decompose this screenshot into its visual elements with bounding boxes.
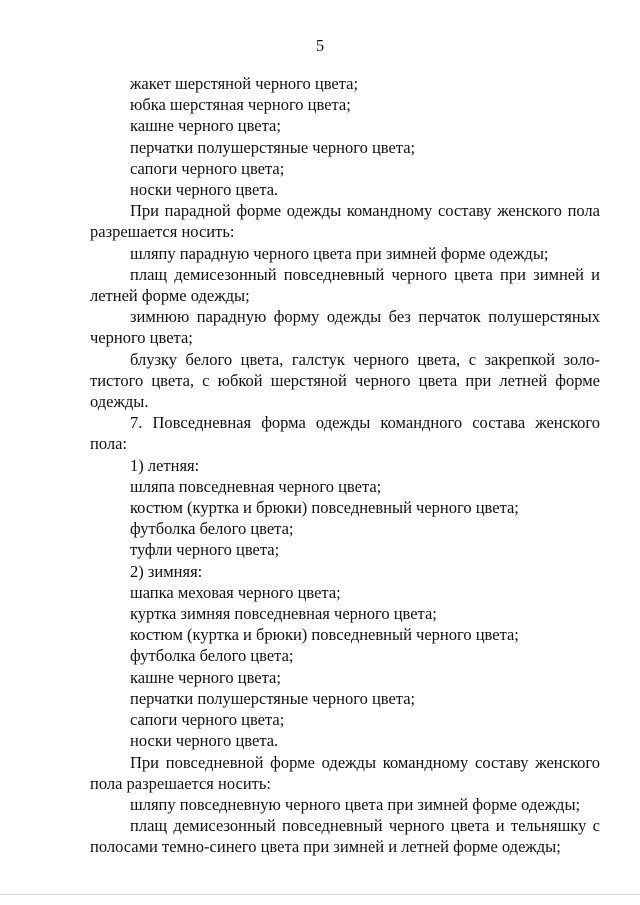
page-number: 5 bbox=[315, 36, 325, 55]
list-item: шапка меховая черного цвета; bbox=[130, 582, 341, 602]
list-item: юбка шерстяная черного цвета; bbox=[130, 95, 351, 115]
list-item: куртка зимняя повседневная черного цвета; bbox=[130, 604, 437, 624]
list-item: кашне черного цвета; bbox=[130, 667, 281, 687]
paragraph: При повседневной форме одежды командному составу женского пола разрешается носить: bbox=[90, 752, 600, 793]
paragraph: При парадной форме одежды командному составу женского пола разрешается носить: bbox=[90, 201, 600, 242]
list-item: сапоги черного цвета; bbox=[130, 710, 285, 730]
list-item: костюм (куртка и брюки) повседневный черного цвета; bbox=[130, 625, 519, 645]
list-item: шляпу повседневную черного цвета при зимней форме одежды; bbox=[130, 794, 581, 814]
list-item: жакет шерстяной черного цвета; bbox=[130, 74, 359, 93]
paragraph: блузку белого цвета, галстук черного цвета, с закрепкой золотистого цвета, с юбкой шерстяной черного цвета при летней форме одежды. bbox=[90, 349, 600, 412]
section-heading-paragraph: 7. Повседневная форма одежды командного состава женского пола: bbox=[90, 413, 600, 454]
document-body bbox=[90, 73, 600, 858]
list-item: носки черного цвета. bbox=[130, 731, 279, 751]
list-item: кашне черного цвета; bbox=[130, 116, 281, 136]
list-item: перчатки полушерстяные черного цвета; bbox=[130, 688, 416, 708]
list-item: костюм (куртка и брюки) повседневный черного цвета; bbox=[130, 498, 519, 518]
paragraph: плащ демисезонный повседневный черного цвета и тельняшку с полосами темно-синего цвета при зимней и летней форме одежды; bbox=[90, 816, 600, 857]
scan-edge-line bbox=[0, 894, 640, 895]
subsection-label: 1) летняя: bbox=[130, 455, 200, 475]
list-item: шляпа повседневная черного цвета; bbox=[130, 476, 382, 496]
list-item: туфли черного цвета; bbox=[130, 540, 280, 560]
paragraph: зимнюю парадную форму одежды без перчаток полушерстяных черного цвета; bbox=[90, 307, 600, 348]
paragraph: плащ демисезонный повседневный черного цвета при зимней и летней форме одежды; bbox=[90, 264, 600, 306]
list-item: сапоги черного цвета; bbox=[130, 158, 285, 178]
list-item: носки черного цвета. bbox=[130, 180, 279, 200]
list-item: футболка белого цвета; bbox=[130, 519, 294, 539]
list-item: футболка белого цвета; bbox=[130, 646, 294, 666]
subsection-label: 2) зимняя: bbox=[130, 561, 203, 581]
list-item: перчатки полушерстяные черного цвета; bbox=[130, 137, 416, 157]
list-item: шляпу парадную черного цвета при зимней форме одежды; bbox=[130, 243, 549, 263]
